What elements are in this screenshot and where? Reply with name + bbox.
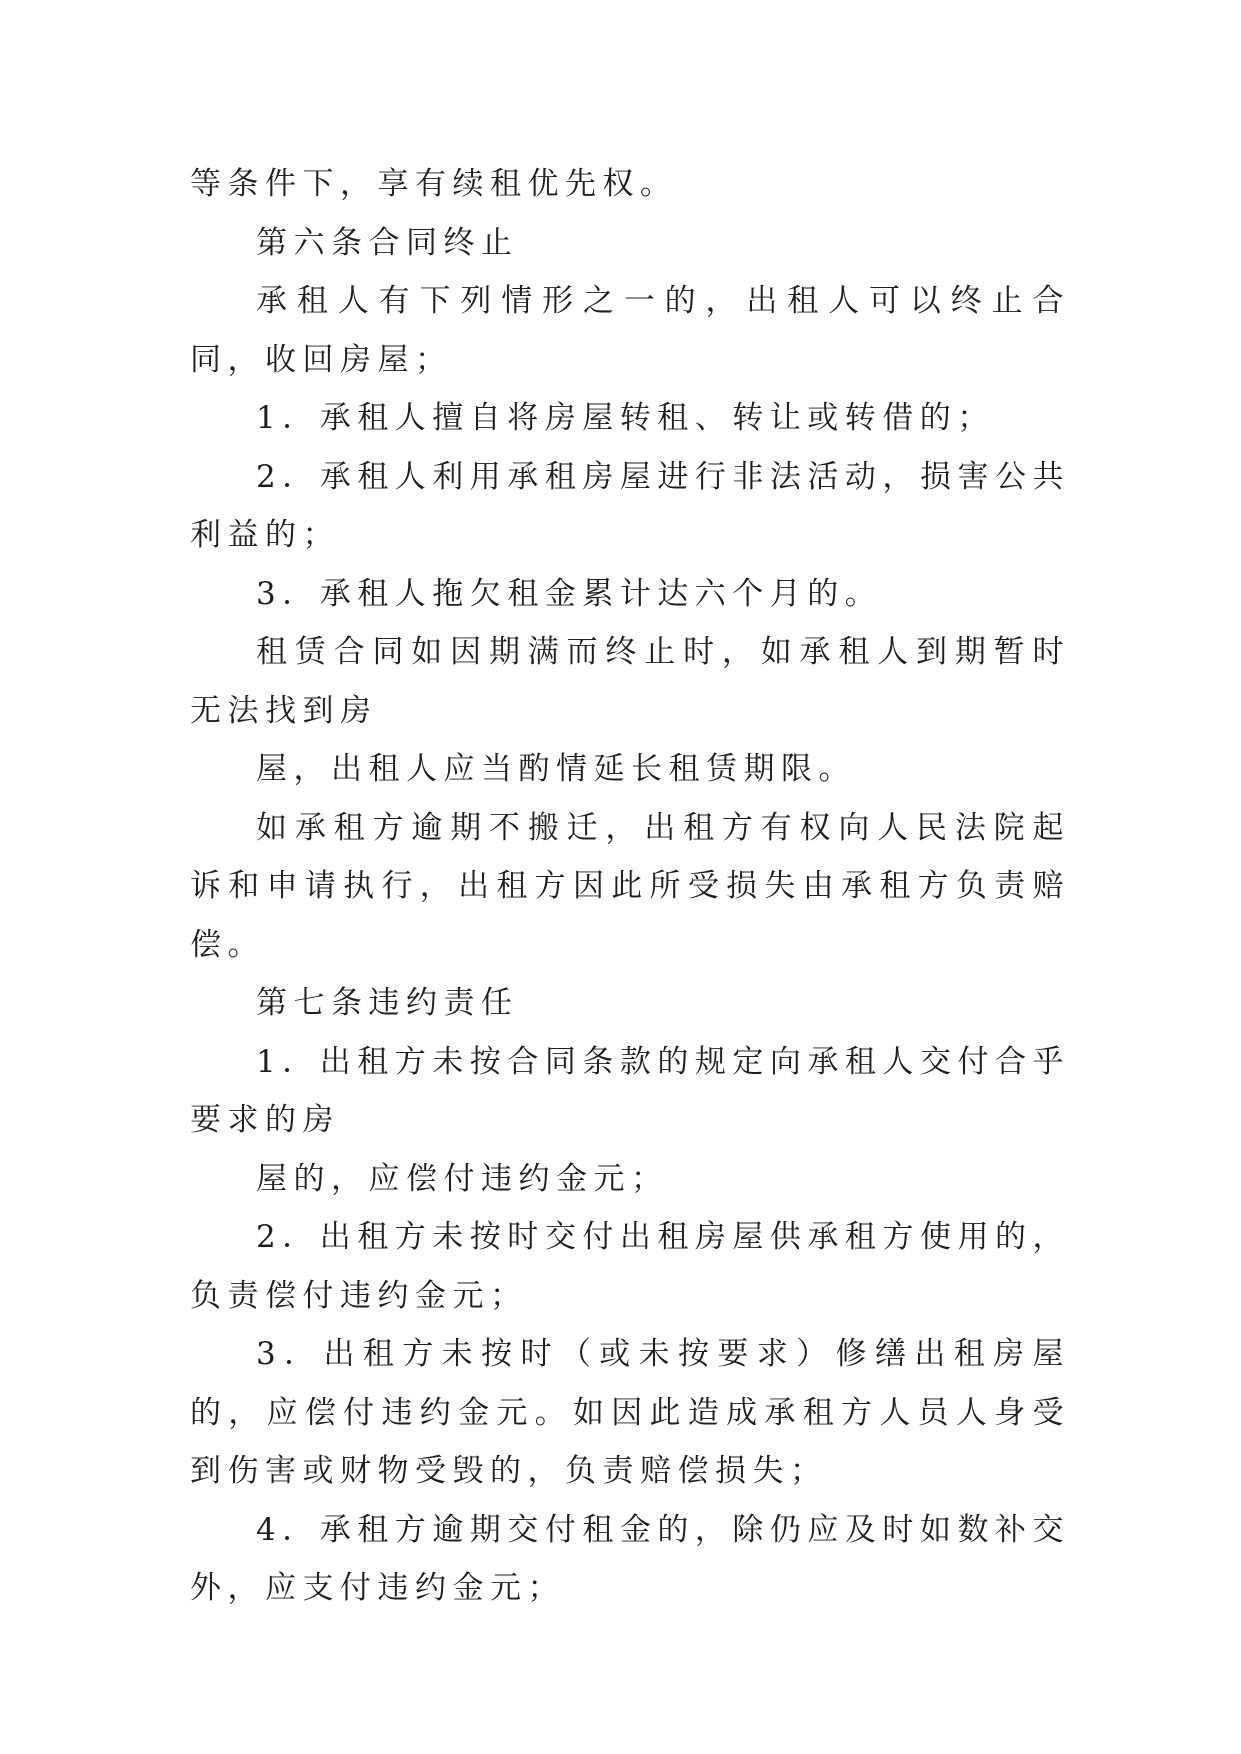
list-item-late-rent: 4．承租方逾期交付租金的，除仍应及时如数补交外，应支付违约金元； <box>190 1511 1070 1606</box>
heading-article-7-liability: 第七条违约责任 <box>256 985 519 1021</box>
heading-article-6-termination: 第六条合同终止 <box>256 224 519 261</box>
paragraph-extend-term: 屋，出租人应当酌情延长租赁期限。 <box>256 751 856 787</box>
list-item-repair-failure: 3．出租方未按时（或未按要求）修缮出租房屋的，应偿付违约金元。如因此造成承租方人员人身受到伤害或财物受毁的，负责赔偿损失； <box>190 1336 1070 1489</box>
paragraph-renewal-priority: 等条件下，享有续租优先权。 <box>190 166 678 202</box>
list-item-nonconforming-housing: 1．出租方未按合同条款的规定向承租人交付合乎要求的房 <box>190 1043 1070 1138</box>
paragraph-overdue-relocation: 如承租方逾期不搬迁，出租方有权向人民法院起诉和申请执行，出租方因此所受损失由承租方负责赔偿。 <box>190 809 1070 963</box>
paragraph-penalty-housing: 屋的，应偿付违约金元； <box>256 1160 669 1197</box>
list-item-late-delivery: 2．出租方未按时交付出租房屋供承租方使用的，负责偿付违约金元； <box>190 1219 1070 1314</box>
list-item-rent-arrears: 3．承租人拖欠租金累计达六个月的。 <box>256 575 883 612</box>
list-item-illegal-activity: 2．承租人利用承租房屋进行非法活动，损害公共利益的； <box>190 458 1070 553</box>
document-body <box>190 155 1070 1618</box>
paragraph-expiry-housing: 租赁合同如因期满而终止时，如承租人到期暂时无法找到房 <box>190 634 1070 729</box>
list-item-sublet: 1．承租人擅自将房屋转租、转让或转借的； <box>256 400 995 436</box>
paragraph-termination-conditions: 承租人有下列情形之一的，出租人可以终止合同，收回房屋； <box>190 283 1070 378</box>
